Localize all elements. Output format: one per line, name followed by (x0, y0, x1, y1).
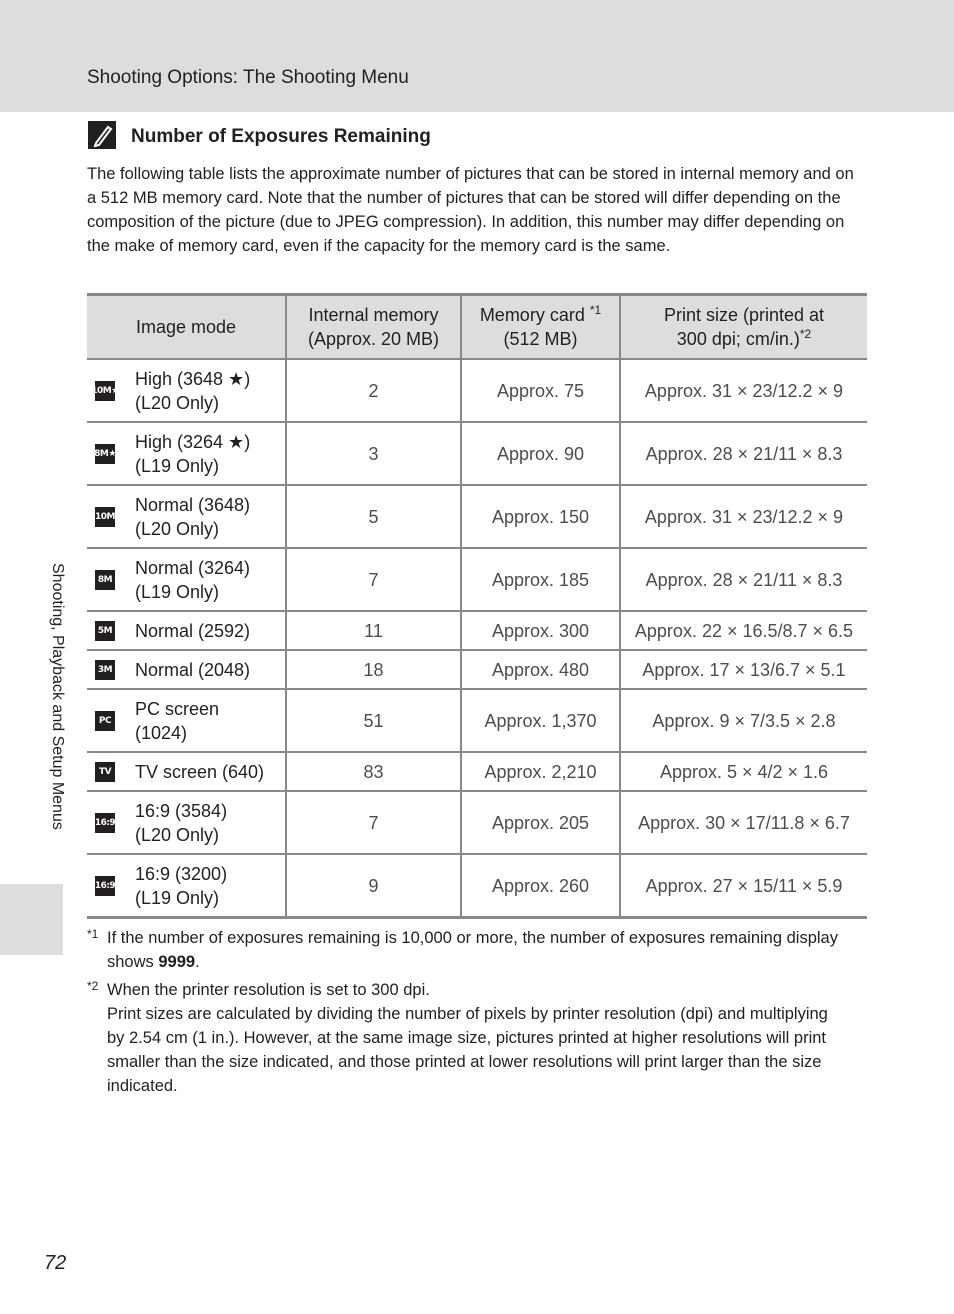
cell-internal-memory: 7 (286, 548, 461, 611)
table-row (87, 485, 867, 548)
header-internal-memory: Internal memory (Approx. 20 MB) (286, 295, 461, 360)
footnote-1-mark: *1 (87, 927, 99, 941)
cell-print-size: Approx. 17 × 13/6.7 × 5.1 (620, 650, 867, 689)
cell-internal-memory: 5 (286, 485, 461, 548)
table-row (87, 689, 867, 752)
pencil-note-icon (88, 121, 116, 149)
cell-memory-card: Approx. 185 (461, 548, 620, 611)
cell-memory-card: Approx. 90 (461, 422, 620, 485)
cell-print-size: Approx. 9 × 7/3.5 × 2.8 (620, 689, 867, 752)
cell-memory-card: Approx. 150 (461, 485, 620, 548)
cell-print-size: Approx. 22 × 16.5/8.7 × 6.5 (620, 611, 867, 650)
cell-internal-memory: 83 (286, 752, 461, 791)
cell-print-size: Approx. 31 × 23/12.2 × 9 (620, 485, 867, 548)
image-mode-icon: 8M (95, 570, 115, 590)
image-mode-icon: PC (95, 711, 115, 731)
cell-image-mode: 8M Normal (3264) (L19 Only) (87, 548, 286, 611)
table-row (87, 422, 867, 485)
cell-internal-memory: 2 (286, 359, 461, 422)
cell-print-size: Approx. 5 × 4/2 × 1.6 (620, 752, 867, 791)
chapter-side-label: Shooting, Playback and Setup Menus (49, 563, 66, 830)
page-header-title: Shooting Options: The Shooting Menu (87, 67, 409, 88)
cell-memory-card: Approx. 2,210 (461, 752, 620, 791)
cell-print-size: Approx. 30 × 17/11.8 × 6.7 (620, 791, 867, 854)
table-header-row (87, 295, 867, 360)
header-band (0, 0, 954, 112)
section-title: Number of Exposures Remaining (131, 126, 431, 147)
cell-print-size: Approx. 28 × 21/11 × 8.3 (620, 548, 867, 611)
exposures-table (87, 293, 867, 919)
cell-internal-memory: 7 (286, 791, 461, 854)
cell-internal-memory: 3 (286, 422, 461, 485)
cell-image-mode: TV TV screen (640) (87, 752, 286, 791)
cell-image-mode: PC PC screen (1024) (87, 689, 286, 752)
cell-image-mode: 10M Normal (3648) (L20 Only) (87, 485, 286, 548)
cell-image-mode: 3M Normal (2048) (87, 650, 286, 689)
cell-memory-card: Approx. 75 (461, 359, 620, 422)
table-row (87, 854, 867, 918)
cell-memory-card: Approx. 205 (461, 791, 620, 854)
footnote-1: *1 If the number of exposures remaining is 10,000 or more, the number of exposures remaining display shows 9999. (87, 926, 847, 974)
page-number: 72 (44, 1252, 67, 1274)
cell-internal-memory: 51 (286, 689, 461, 752)
image-mode-icon: TV (95, 762, 115, 782)
intro-paragraph: The following table lists the approximate number of pictures that can be stored in internal memory and on a 512 MB memory card. Note that the number of pictures that can be stored will differ depending on the composition of the picture (due to JPEG compression). In addition, this number may differ depending on the make of memory card, even if the capacity for the memory card is the same. (87, 165, 854, 255)
cell-print-size: Approx. 28 × 21/11 × 8.3 (620, 422, 867, 485)
header-image-mode: Image mode (87, 295, 286, 360)
cell-image-mode: 16:9 16:9 (3584) (L20 Only) (87, 791, 286, 854)
cell-image-mode: 8M★ High (3264 ★) (L19 Only) (87, 422, 286, 485)
cell-memory-card: Approx. 260 (461, 854, 620, 918)
cell-internal-memory: 9 (286, 854, 461, 918)
table-row (87, 650, 867, 689)
table-row (87, 791, 867, 854)
cell-image-mode: 5M Normal (2592) (87, 611, 286, 650)
image-mode-icon: 5M (95, 621, 115, 641)
header-memory-card: Memory card $^{*1}$ (512 MB) (461, 295, 620, 360)
table-row (87, 548, 867, 611)
cell-image-mode: 16:9 16:9 (3200) (L19 Only) (87, 854, 286, 918)
table-row (87, 359, 867, 422)
exposure-max-display: 9999 (158, 953, 196, 971)
cell-internal-memory: 11 (286, 611, 461, 650)
cell-print-size: Approx. 31 × 23/12.2 × 9 (620, 359, 867, 422)
cell-internal-memory: 18 (286, 650, 461, 689)
header-print-size: Print size (printed at 300 dpi; cm/in.)$^{*2}$ (620, 295, 867, 360)
table-row (87, 611, 867, 650)
image-mode-icon: 16:9 (95, 813, 115, 833)
image-mode-icon: 3M (95, 660, 115, 680)
cell-memory-card: Approx. 300 (461, 611, 620, 650)
footnote-2: *2 When the printer resolution is set to 300 dpi. Print sizes are calculated by dividing the number of pixels by printer resolution (dpi) and multiplying by 2.54 cm (1 in.). However, at the same image size, pictures printed at higher resolutions will print smaller than the size indicated, and those printed at lower resolutions will print larger than the size indicated. (87, 978, 847, 1098)
image-mode-icon: 8M★ (95, 444, 115, 464)
cell-image-mode: 10M★ High (3648 ★) (L20 Only) (87, 359, 286, 422)
image-mode-icon: 10M (95, 507, 115, 527)
cell-memory-card: Approx. 1,370 (461, 689, 620, 752)
image-mode-icon: 16:9 (95, 876, 115, 896)
footnote-2-mark: *2 (87, 979, 99, 993)
cell-print-size: Approx. 27 × 15/11 × 5.9 (620, 854, 867, 918)
chapter-side-tab (0, 884, 63, 955)
cell-memory-card: Approx. 480 (461, 650, 620, 689)
image-mode-icon: 10M★ (95, 381, 115, 401)
table-row (87, 752, 867, 791)
